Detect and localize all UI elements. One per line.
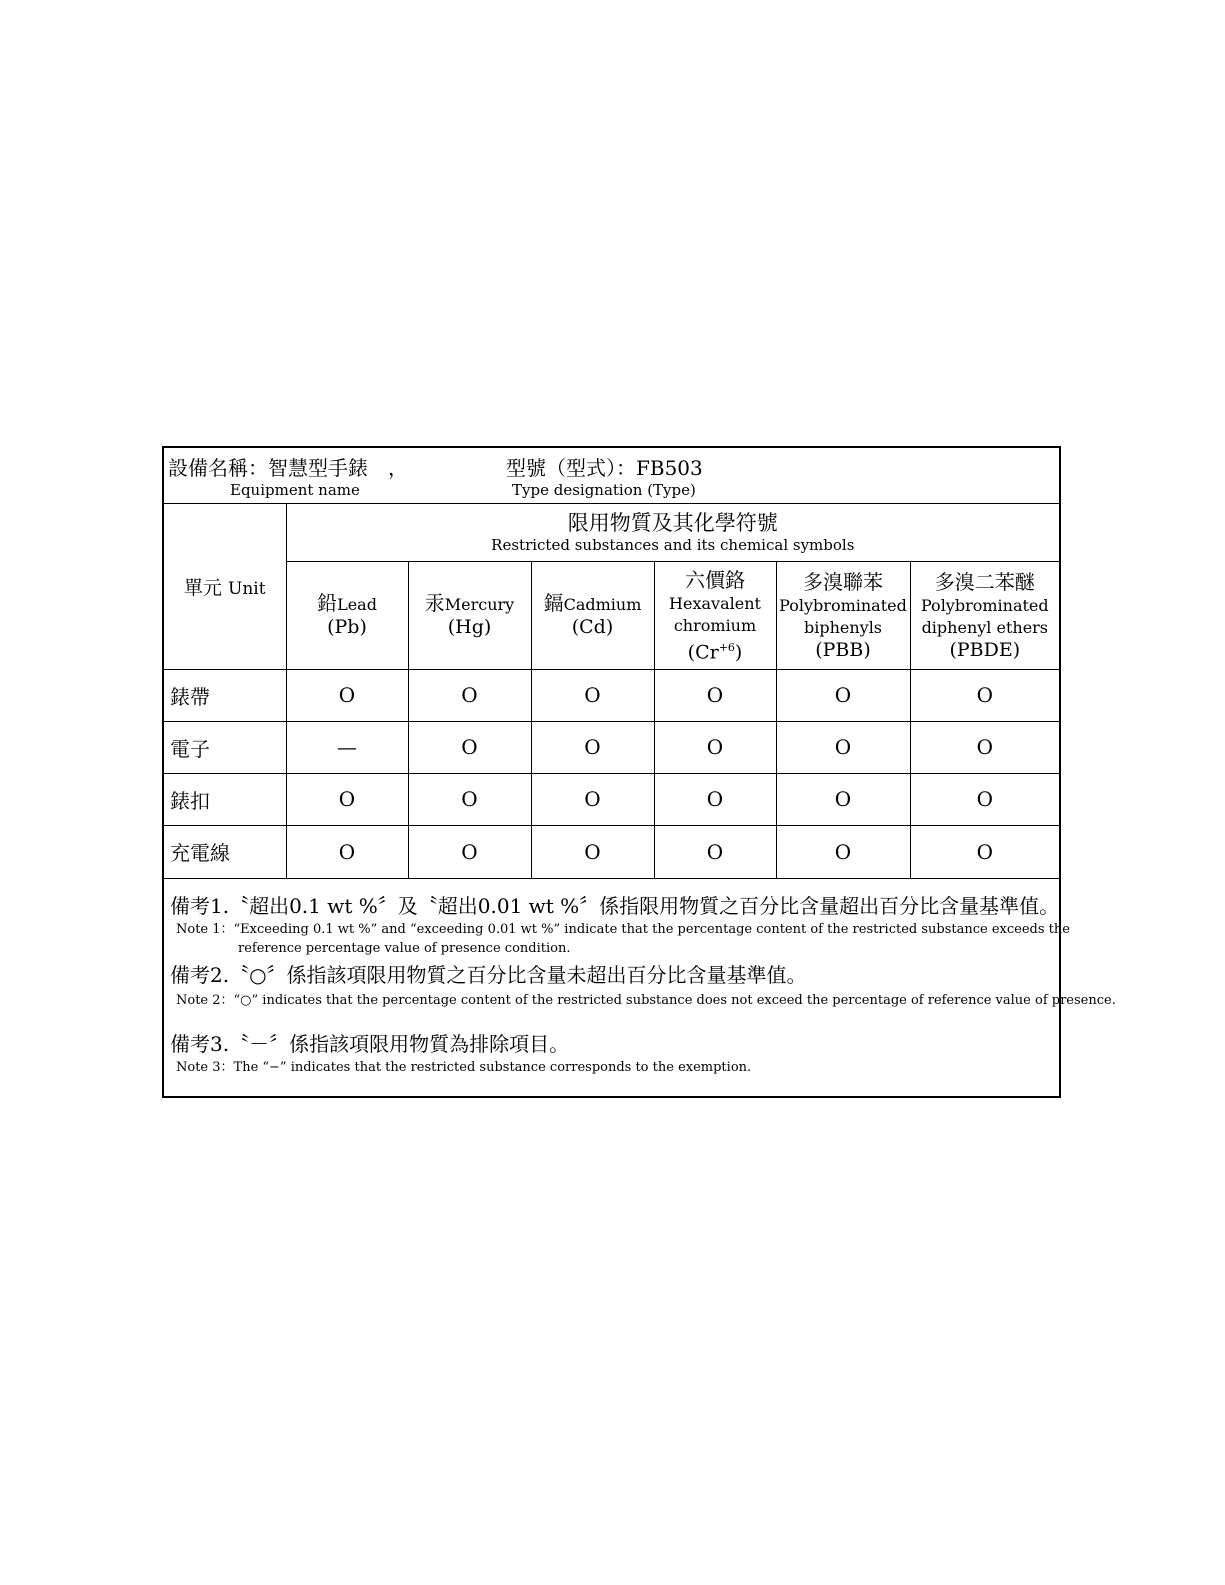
mark-cell: O [776,825,910,878]
mark-cell: O [531,825,654,878]
substance-mercury [408,561,531,669]
note-1-en [176,920,1070,958]
substance-lead [286,561,408,669]
table-row [164,773,1059,825]
mercury-zh: 汞 [424,591,445,615]
pbb-en-line1: Polybrominated [779,596,907,615]
note-3-en: Note 3：The “−” indicates that the restricted substance corresponds to the exemption. [176,1060,752,1075]
mark-cell: O [531,669,654,721]
mark-cell: O [654,773,776,825]
unit-en: Unit [228,578,266,599]
note-2-en: Note 2：“○” indicates that the percentage content of the restricted substance does not exceed the percentage of reference value of presence. [176,993,1116,1008]
part-name: 錶帶 [164,669,286,721]
chromium-symbol-base: (Cr [687,641,719,664]
cadmium-en: Cadmium [563,595,642,614]
rohs-declaration-table [162,446,1116,1098]
pbde-en-line2: diphenyl ethers [921,618,1049,637]
lead-en: Lead [337,595,377,614]
unit-zh: 單元 [183,576,222,599]
substance-pbb [776,561,910,669]
chromium-en-line2: chromium [673,615,757,635]
mark-cell: O [654,825,776,878]
equipment-name-zh: 設備名稱：智慧型手錶 ， [168,456,408,480]
pbde-en-line1: Polybrominated [920,596,1049,615]
type-designation-zh: 型號（型式）：FB503 [506,456,703,480]
mark-cell: O [654,721,776,773]
mark-cell: O [531,773,654,825]
chromium-zh: 六價鉻 [685,567,745,592]
mark-cell: O [408,721,531,773]
pbb-zh: 多溴聯苯 [803,570,883,594]
mark-cell: O [408,773,531,825]
mark-cell: O [910,773,1059,825]
note-1-en-line1: Note 1：“Exceeding 0.1 wt %” and “exceeding 0.01 wt %” indicate that the percentage content of the restricted substance exceeds the [176,922,1070,937]
pbb-symbol: (PBB) [815,639,871,661]
part-name: 充電線 [164,825,286,878]
mark-cell: O [776,773,910,825]
mark-cell: O [286,669,408,721]
substance-pbde [910,561,1059,669]
equipment-name-en: Equipment name [230,481,360,499]
restricted-substances-en: Restricted substances and its chemical symbols [491,536,855,555]
unit-header [164,504,286,669]
chromium-symbol-charge: +6 [718,640,735,654]
mark-cell: O [910,825,1059,878]
part-name: 錶扣 [164,773,286,825]
substance-table [164,504,1059,879]
mark-cell: O [776,669,910,721]
chromium-symbol [655,637,776,663]
restricted-substances-zh: 限用物質及其化學符號 [567,511,778,536]
part-name: 電子 [164,721,286,773]
note-1-en-line2: reference percentage value of presence condition. [238,941,571,956]
substance-hexavalent-chromium [654,561,776,669]
mark-cell: O [910,669,1059,721]
note-2-zh: 備考2.〝○〞係指該項限用物質之百分比含量未超出百分比含量基準值。 [170,963,807,987]
mercury-symbol: (Hg) [447,616,492,638]
note-1-zh: 備考1.〝超出0.1 wt %〞及〝超出0.01 wt %〞係指限用物質之百分比含量超出百分比含量基準值。 [170,894,1060,918]
note-3-zh: 備考3.〝－〞係指該項限用物質為排除項目。 [170,1032,570,1056]
type-designation-en: Type designation (Type) [512,481,696,499]
cadmium-symbol: (Cd) [571,616,614,638]
mark-cell: O [531,721,654,773]
mark-cell: O [286,825,408,878]
table-row [164,721,1059,773]
mark-cell: O [408,825,531,878]
mark-cell: O [776,721,910,773]
substance-cadmium [531,561,654,669]
mark-cell: O [654,669,776,721]
lead-symbol: (Pb) [327,616,367,638]
chromium-en-line1: Hexavalent [669,593,761,613]
pbb-en-line2: biphenyls [803,618,883,637]
equipment-header [164,448,1059,504]
lead-zh: 鉛 [317,591,338,615]
table-row [164,825,1059,878]
table-row [164,669,1059,721]
mercury-en: Mercury [444,595,515,614]
restricted-substances-header [286,504,1059,561]
pbde-zh: 多溴二苯醚 [934,570,1035,594]
mark-cell: O [408,669,531,721]
cadmium-zh: 鎘 [543,591,564,615]
chromium-symbol-end: ) [734,641,743,664]
mark-cell: O [286,773,408,825]
mark-cell: O [910,721,1059,773]
pbde-symbol: (PBDE) [949,639,1021,661]
mark-cell: — [286,721,408,773]
